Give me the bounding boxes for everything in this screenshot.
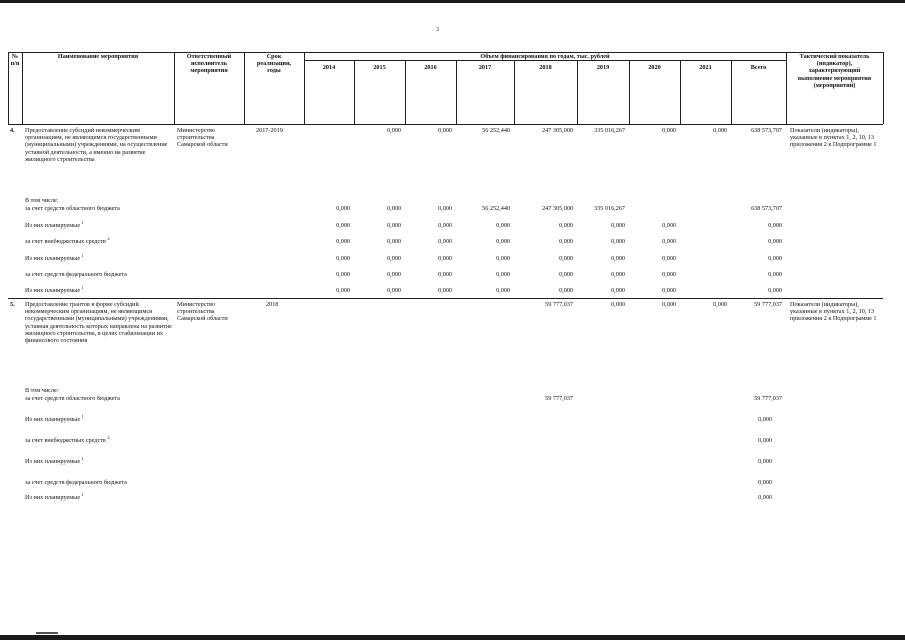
r5_fed-label: за счет средств федерального бюджета bbox=[25, 479, 127, 486]
r4_p3-value-8: 0,000 bbox=[768, 287, 782, 294]
row4-indicator: Показатели (индикаторы), указанные в пунктах 1, 2, 10, 13 приложения 2 к Подпрограмме 1 bbox=[790, 127, 877, 149]
row5-value-7: 0,000 bbox=[713, 301, 727, 308]
r4_p3-value-5: 0,000 bbox=[611, 287, 625, 294]
r4_p2-value-8: 0,000 bbox=[768, 255, 782, 262]
row5-top bbox=[8, 298, 883, 299]
row5-regional-value-8: 59 777,037 bbox=[754, 395, 782, 402]
header-year-2016: 2016 bbox=[424, 64, 437, 71]
r4_ext-value-6: 0,000 bbox=[662, 238, 676, 245]
page-mark: 3 bbox=[436, 27, 439, 33]
r4_p3-value-3: 0,000 bbox=[496, 287, 510, 294]
r4_p1-value-0: 0,000 bbox=[336, 222, 350, 229]
header-year-2018: 2018 bbox=[539, 64, 552, 71]
row4-regional-value-4: 247 305,000 bbox=[542, 205, 573, 212]
header-name: Наименование мероприятия bbox=[57, 53, 139, 60]
r4_ext-value-5: 0,000 bbox=[611, 238, 625, 245]
header-funding: Объем финансирования по годам, тыс. рублей bbox=[480, 53, 610, 60]
header-year-2014: 2014 bbox=[322, 64, 336, 71]
r4_p2-value-6: 0,000 bbox=[662, 255, 676, 262]
footnote-mark: 2 bbox=[107, 434, 110, 440]
r5_ext-label: за счет внебюджетных средств $^2$ bbox=[25, 434, 110, 444]
r5_ext-total: 0,000 bbox=[758, 437, 772, 444]
row5-value-5: 0,000 bbox=[611, 301, 625, 308]
r4_p3-value-4: 0,000 bbox=[559, 287, 573, 294]
r4_p2-value-3: 0,000 bbox=[496, 255, 510, 262]
header-year-2017: 2017 bbox=[478, 64, 492, 71]
row5-value-4: 59 777,037 bbox=[545, 301, 573, 308]
bottom-tick bbox=[36, 632, 58, 634]
row4-regional-value-3: 56 252,440 bbox=[482, 205, 510, 212]
r4_p2-value-4: 0,000 bbox=[559, 255, 573, 262]
r4_fed-value-6: 0,000 bbox=[662, 271, 676, 278]
row4-top bbox=[8, 124, 883, 125]
r4_ext-value-2: 0,000 bbox=[438, 238, 452, 245]
r4_p1-value-2: 0,000 bbox=[438, 222, 452, 229]
r5_p1-label: Из них планируемые $^1$ bbox=[25, 413, 84, 423]
vline-4 bbox=[304, 52, 305, 124]
r4_ext-value-0: 0,000 bbox=[336, 238, 350, 245]
r4_ext-value-1: 0,000 bbox=[387, 238, 401, 245]
r4_p2-value-1: 0,000 bbox=[387, 255, 401, 262]
r5_p2-total: 0,000 bbox=[758, 458, 772, 465]
r4_p1-value-5: 0,000 bbox=[611, 222, 625, 229]
r4_p3-label: Из них планируемые $^1$ bbox=[25, 284, 84, 294]
r4_p2-value-2: 0,000 bbox=[438, 255, 452, 262]
header-indicator: Тактический показатель (индикатор), характеризующий выполнение мероприятия (мероприятий) bbox=[797, 53, 872, 89]
header-year-2021: 2021 bbox=[699, 64, 712, 71]
vline-2 bbox=[174, 52, 175, 124]
r5_p2-label: Из них планируемые $^1$ bbox=[25, 455, 84, 465]
row5-term: 2018 bbox=[266, 301, 279, 308]
footnote-mark: 1 bbox=[81, 491, 84, 497]
r4_p1-value-6: 0,000 bbox=[662, 222, 676, 229]
r4_p1-value-8: 0,000 bbox=[768, 222, 782, 229]
r5_p3-total: 0,000 bbox=[758, 494, 772, 501]
bottom-border bbox=[0, 635, 905, 640]
header-year-Всего: Всего bbox=[750, 64, 767, 71]
footnote-mark: 1 bbox=[81, 219, 84, 225]
row4-regional-label: за счет средств областного бюджета bbox=[25, 205, 120, 212]
r4_ext-value-4: 0,000 bbox=[559, 238, 573, 245]
r4_fed-value-5: 0,000 bbox=[611, 271, 625, 278]
r4_p3-value-1: 0,000 bbox=[387, 287, 401, 294]
top-border bbox=[0, 0, 905, 3]
r4_fed-value-1: 0,000 bbox=[387, 271, 401, 278]
header-year-2020: 2020 bbox=[648, 64, 661, 71]
row4-executor: Министерство строительства Самарской области bbox=[177, 127, 228, 149]
footnote-mark: 1 bbox=[81, 284, 84, 290]
row4-value-3: 56 252,440 bbox=[482, 127, 510, 134]
r4_fed-label: за счет средств федерального бюджета bbox=[25, 271, 127, 278]
row5-regional-label: за счет средств областного бюджета bbox=[25, 395, 120, 402]
row4-incl-label: В том числе: bbox=[25, 197, 59, 204]
footnote-mark: 1 bbox=[81, 455, 84, 461]
row4-value-1: 0,000 bbox=[387, 127, 401, 134]
r4_ext-label: за счет внебюджетных средств $^2$ bbox=[25, 235, 110, 245]
vline-right bbox=[883, 52, 884, 124]
r4_fed-value-4: 0,000 bbox=[559, 271, 573, 278]
row5-value-8: 59 777,037 bbox=[754, 301, 782, 308]
r5_fed-total: 0,000 bbox=[758, 479, 772, 486]
footnote-mark: 1 bbox=[81, 252, 84, 258]
vline-1 bbox=[22, 52, 23, 124]
row4-term: 2017-2019 bbox=[256, 127, 283, 134]
row4-value-6: 0,000 bbox=[662, 127, 676, 134]
header-year-2015: 2015 bbox=[373, 64, 386, 71]
vline-13 bbox=[786, 52, 787, 124]
r4_ext-value-8: 0,000 bbox=[768, 238, 782, 245]
r4_p1-value-3: 0,000 bbox=[496, 222, 510, 229]
header-num: № bbox=[11, 53, 19, 60]
row4-regional-value-0: 0,000 bbox=[336, 205, 350, 212]
header-num-pp: п/п bbox=[10, 60, 20, 67]
row5-executor: Министерство строительства Самарской области bbox=[177, 301, 228, 323]
row5-value-6: 0,000 bbox=[662, 301, 676, 308]
row4-regional-value-2: 0,000 bbox=[438, 205, 452, 212]
row4-name: Предоставление субсидий некоммерческим организациям, не являющимся государственными (муниципальными) учреждениями, на осуществление уставной деятельности, а именно на развитие жилищного строительства bbox=[25, 127, 168, 163]
r4_ext-value-3: 0,000 bbox=[496, 238, 510, 245]
r4_p2-value-5: 0,000 bbox=[611, 255, 625, 262]
row4-num: 4. bbox=[10, 127, 15, 134]
r4_p1-value-1: 0,000 bbox=[387, 222, 401, 229]
footnote-mark: 1 bbox=[81, 413, 84, 419]
row4-regional-value-1: 0,000 bbox=[387, 205, 401, 212]
vline-3 bbox=[244, 52, 245, 124]
header-term: Срок реализации, годы bbox=[256, 53, 292, 75]
row4-value-4: 247 305,000 bbox=[542, 127, 573, 134]
row5-num: 5. bbox=[10, 301, 15, 308]
r4_p2-value-0: 0,000 bbox=[336, 255, 350, 262]
row5-incl-label: В том числе: bbox=[25, 387, 59, 394]
r4_p2-label: Из них планируемые $^1$ bbox=[25, 252, 84, 262]
row4-value-8: 638 573,707 bbox=[751, 127, 782, 134]
header-year-2019: 2019 bbox=[596, 64, 610, 71]
r4_p3-value-6: 0,000 bbox=[662, 287, 676, 294]
r4_fed-value-3: 0,000 bbox=[496, 271, 510, 278]
r4_fed-value-0: 0,000 bbox=[336, 271, 350, 278]
r5_p1-total: 0,000 bbox=[758, 416, 772, 423]
row4-value-7: 0,000 bbox=[713, 127, 727, 134]
footnote-mark: 2 bbox=[107, 235, 110, 241]
r4_fed-value-8: 0,000 bbox=[768, 271, 782, 278]
r4_p1-label: Из них планируемые $^1$ bbox=[25, 219, 84, 229]
header-executor: Ответственный исполнитель мероприятия bbox=[186, 53, 232, 75]
row5-name: Предоставление грантов в форме субсидий некоммерческим организациям, не являющимся государственными (муниципальными) учреждениями, уставная деятельность которых направлена на развитие жилищного строительства, в целях стабилизации их финансового состояния bbox=[25, 301, 172, 345]
r4_fed-value-2: 0,000 bbox=[438, 271, 452, 278]
row4-regional-value-8: 638 573,707 bbox=[751, 205, 782, 212]
r4_p1-value-4: 0,000 bbox=[559, 222, 573, 229]
row4-regional-value-5: 335 016,267 bbox=[594, 205, 625, 212]
r4_p3-value-0: 0,000 bbox=[336, 287, 350, 294]
row4-value-2: 0,000 bbox=[438, 127, 452, 134]
row4-value-5: 335 016,267 bbox=[594, 127, 625, 134]
r4_p3-value-2: 0,000 bbox=[438, 287, 452, 294]
row5-regional-value-4: 59 777,037 bbox=[545, 395, 573, 402]
r5_p3-label: Из них планируемые $^1$ bbox=[25, 491, 84, 501]
row5-indicator: Показатели (индикаторы), указанные в пунктах 1, 2, 10, 13 приложения 2 к Подпрограмме 1 bbox=[790, 301, 877, 323]
